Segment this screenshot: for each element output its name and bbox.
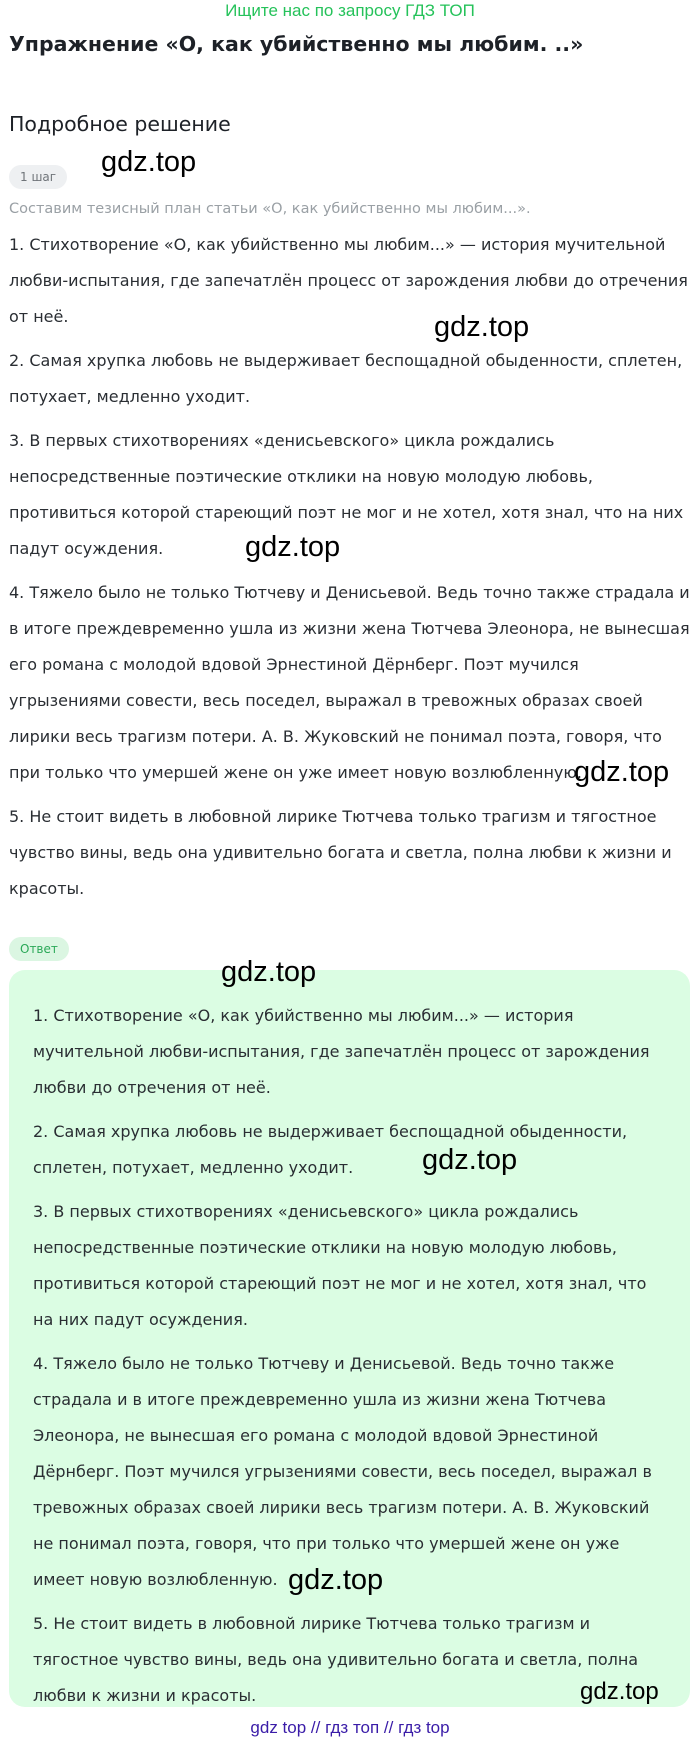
- solution-item: 5. Не стоит видеть в любовной лирике Тютчева только трагизм и тягостное чувство вины, ведь она удивительно богата и светла, полна любви к жизни и красоты.: [9, 807, 672, 898]
- solution-item: 1. Стихотворение «О, как убийственно мы любим...» — история мучительной любви-испытания, где запечатлён процесс от зарождения любви до отречения от неё.: [9, 235, 688, 326]
- solution-item: 2. Самая хрупка любовь не выдерживает беспощадной обыденности, сплетен, потухает, медленно уходит.: [9, 351, 683, 406]
- answer-badge: Ответ: [9, 937, 69, 961]
- watermark: gdz.top: [434, 311, 530, 343]
- watermark: gdz.top: [574, 756, 670, 788]
- solution-item: 3. В первых стихотворениях «денисьевского» цикла рождались непосредственные поэтические отклики на новую молодую любовь, противиться которой стареющий поэт не мог и не хотел, хотя знал, что на них падут осуждения.: [9, 431, 684, 558]
- answer-item: 5. Не стоит видеть в любовной лирике Тютчева только трагизм и тягостное чувство вины, ведь она удивительно богата и светла, полна любви к жизни и красоты.: [33, 1614, 639, 1705]
- search-banner: Ищите нас по запросу ГДЗ ТОП: [225, 1, 475, 20]
- solution-item: 4. Тяжело было не только Тютчеву и Денисьевой. Ведь точно также страдала и в итоге преждевременно ушла из жизни жена Тютчева Элеонора, не вынесшая его романа с молодой вдовой Эрнестиной Дёрнберг. Поэт мучился угрызениями совести, весь поседел, выражал в тревожных образах своей лирики весь трагизм потери. А. В. Жуковский не понимал поэта, говоря, что при только что умершей жене он уже имеет новую возлюбленную.: [9, 583, 690, 782]
- watermark: gdz.top: [101, 146, 197, 178]
- answer-item: 1. Стихотворение «О, как убийственно мы любим...» — история мучительной любви-испытания, где запечатлён процесс от зарождения любви до отречения от неё.: [33, 1006, 650, 1097]
- page-title: Упражнение «О, как убийственно мы любим. ..»: [9, 32, 584, 56]
- step-badge: 1 шаг: [9, 165, 67, 189]
- footer-links[interactable]: gdz top // гдз топ // гдз top: [250, 1718, 450, 1737]
- watermark: gdz.top: [422, 1144, 518, 1176]
- answer-item: 3. В первых стихотворениях «денисьевского» цикла рождались непосредственные поэтические отклики на новую молодую любовь, противиться которой стареющий поэт не мог и не хотел, хотя знал, что на них падут осуждения.: [33, 1202, 647, 1329]
- solution-list: [9, 227, 693, 915]
- watermark: gdz.top: [245, 531, 341, 563]
- section-heading: Подробное решение: [9, 112, 231, 136]
- watermark: gdz.top: [221, 956, 317, 988]
- intro-text: Составим тезисный план статьи «О, как убийственно мы любим...».: [9, 201, 531, 217]
- answer-item: 4. Тяжело было не только Тютчеву и Денисьевой. Ведь точно также страдала и в итоге преждевременно ушла из жизни жена Тютчева Элеонора, не вынесшая его романа с молодой вдовой Эрнестиной Дёрнберг. Поэт мучился угрызениями совести, весь поседел, выражал в тревожных образах своей лирики весь трагизм потери. А. В. Жуковский не понимал поэта, говоря, что при только что умершей жене он уже имеет новую возлюбленную.: [33, 1354, 652, 1589]
- answer-item: 2. Самая хрупка любовь не выдерживает беспощадной обыденности, сплетен, потухает, медленно уходит.: [33, 1122, 628, 1177]
- watermark: gdz.top: [288, 1564, 384, 1596]
- watermark: gdz.top: [580, 1678, 659, 1705]
